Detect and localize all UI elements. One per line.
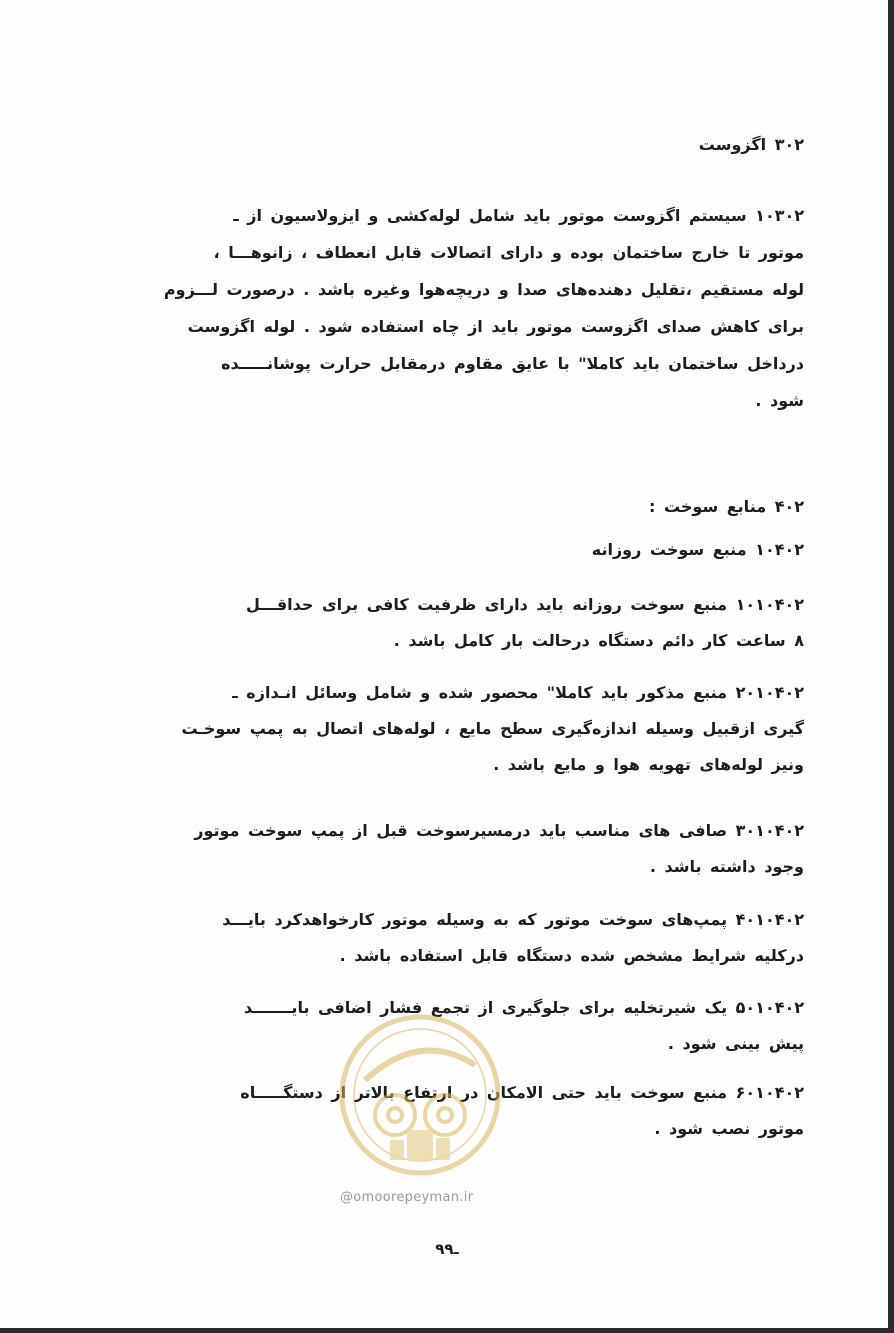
paragraph-4010402 [84, 902, 804, 974]
paragraph-line: ۴۰۱۰۴۰۲ پمپ‌های سوخت موتور که به وسیله موتور کارخواهدکرد بایـــد [222, 910, 804, 929]
heading-text: ۱۰۴۰۲ منبع سوخت روزانه [591, 540, 804, 559]
paragraph-line: گیری ازقبیل وسیله اندازه‌گیری سطح مایع ، لوله‌های اتصال به پمپ سوخـت [181, 719, 804, 738]
paragraph-line: ۲۰۱۰۴۰۲ منبع مذکور باید کاملا" محصور شده و شامل وسائل انـدازه ـ [232, 683, 804, 702]
heading-text: ۳۰۲ اگزوست [698, 135, 804, 154]
scan-border-bottom [0, 1328, 894, 1333]
paragraph-line: شود . [755, 391, 804, 410]
paragraph-line: لوله مستقیم ،تقلیل دهنده‌های صدا و دریچه‌هوا وغیره باشد . درصورت لـــزوم [163, 280, 804, 299]
heading-text: ۴۰۲ منابع سوخت : [648, 497, 804, 516]
paragraph-line: ۶۰۱۰۴۰۲ منبع سوخت باید حتی الامکان در ارتفاع بالاتر از دستگـــــاه [240, 1083, 804, 1102]
paragraph-line: درکلیه شرایط مشخص شده دستگاه قابل استفاده باشد . [339, 946, 804, 965]
paragraph-1010402 [84, 587, 804, 659]
section-heading-402 [84, 497, 804, 516]
paragraph-10302 [84, 197, 804, 419]
watermark-seal [335, 1010, 505, 1180]
paragraph-line: ونیز لوله‌های تهویه هوا و مایع باشد . [493, 755, 804, 774]
gear-icon [375, 1095, 465, 1135]
paragraph-line: پیش بینی شود . [667, 1034, 804, 1053]
paragraph-line: ۵۰۱۰۴۰۲ یک شیرتخلیه برای جلوگیری از تجمع فشار اضافی بایـــــــد [243, 998, 804, 1017]
paragraph-line: موتور نصب شود . [654, 1119, 804, 1138]
watermark-swoosh [365, 1051, 475, 1080]
paragraph-line: موتور تا خارج ساختمان بوده و دارای اتصالات قابل انعطاف ، زانوهـــا ، [213, 243, 804, 262]
scan-border-right [888, 0, 894, 1333]
paragraph-2010402 [84, 675, 804, 783]
paragraph-line: درداخل ساختمان باید کاملا" با عایق مقاوم درمقابل حرارت پوشانـــــده [221, 354, 804, 373]
paragraph-line: برای کاهش صدای اگزوست موتور باید از چاه استفاده شود . لوله اگزوست [187, 317, 804, 336]
paragraph-line: وجود داشته باشد . [649, 857, 804, 876]
paragraph-3010402 [84, 813, 804, 885]
section-heading-302 [84, 135, 804, 154]
paragraph-line: ۳۰۱۰۴۰۲ صافی های مناسب باید درمسیرسوخت قبل از پمپ سوخت موتور [194, 821, 804, 840]
paragraph-line: ۱۰۱۰۴۰۲ منبع سوخت روزانه باید دارای ظرفیت کافی برای حداقـــل [246, 595, 804, 614]
page-number: ۹ـ۹ [435, 1240, 459, 1258]
watermark-url: @omoorepeyman.ir [340, 1190, 474, 1205]
subsection-heading-10402 [84, 540, 804, 559]
paragraph-line: ۱۰۳۰۲ سیستم اگزوست موتور باید شامل لوله‌کشی و ایزولاسیون از ـ [233, 206, 804, 225]
paragraph-line: ۸ ساعت کار دائم دستگاه درحالت بار کامل باشد . [393, 631, 804, 650]
